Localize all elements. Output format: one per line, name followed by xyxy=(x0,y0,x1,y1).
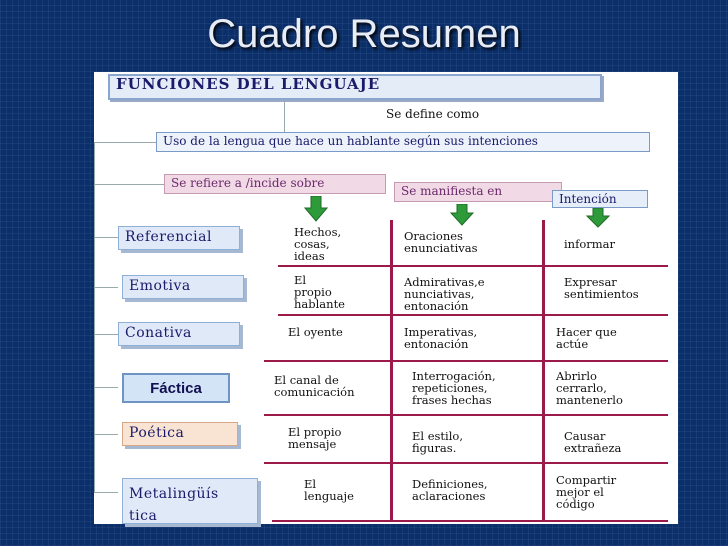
cell-emotiva-manifiesta: Admirativas,e nunciativas, entonación xyxy=(404,275,485,313)
col-refiere-label: Se refiere a /incide sobre xyxy=(164,174,386,194)
tree-branch-refiere xyxy=(94,184,164,185)
cell-emotiva-intencion: Expresar sentimientos xyxy=(564,275,639,301)
slide-title: Cuadro Resumen xyxy=(207,12,521,56)
cell-poetica-intencion: Causar extrañeza xyxy=(564,429,622,455)
cell-conativa-refiere: El oyente xyxy=(288,325,343,339)
cell-factica-refiere: El canal de comunicación xyxy=(274,373,355,399)
function-metalinguistica-line-1: Metalingüís xyxy=(129,486,219,502)
cell-conativa-manifiesta: Imperativas, entonación xyxy=(404,325,478,351)
tree-branch-6 xyxy=(94,492,118,493)
cell-metalinguistica-intencion: Compartir mejor el código xyxy=(556,473,617,511)
arrow-down-icon-1 xyxy=(304,196,328,222)
function-conativa: Conativa xyxy=(118,322,240,346)
divider-row-2 xyxy=(278,314,668,316)
function-referencial: Referencial xyxy=(118,226,240,250)
tree-branch-3 xyxy=(94,334,118,335)
tree-branch-2 xyxy=(94,287,118,288)
cell-metalinguistica-manifiesta: Definiciones, aclaraciones xyxy=(412,477,488,503)
cell-referencial-refiere: Hechos, cosas, ideas xyxy=(294,225,342,263)
cell-referencial-manifiesta: Oraciones enunciativas xyxy=(404,229,478,255)
tree-trunk xyxy=(94,142,95,492)
header-box: FUNCIONES DEL LENGUAJE xyxy=(108,74,602,100)
cell-factica-manifiesta: Interrogación, repeticiones, frases hechas xyxy=(412,369,496,407)
divider-row-5 xyxy=(264,462,668,464)
divider-row-1 xyxy=(278,265,668,267)
divider-row-3 xyxy=(264,360,668,362)
define-label: Se define como xyxy=(386,107,480,121)
divider-row-4 xyxy=(264,414,668,416)
arrow-down-icon-2 xyxy=(450,204,474,226)
divider-row-6 xyxy=(272,520,668,522)
definition-box: Uso de la lengua que hace un hablante según sus intenciones xyxy=(156,132,650,152)
tree-branch-definition xyxy=(94,142,156,143)
cell-referencial-intencion: informar xyxy=(564,237,616,251)
cell-poetica-manifiesta: El estilo, figuras. xyxy=(412,429,463,455)
function-metalinguistica xyxy=(122,478,258,524)
arrow-down-icon-3 xyxy=(586,208,610,228)
function-poetica: Poética xyxy=(122,422,238,446)
col-intencion-label: Intención xyxy=(552,190,648,208)
cell-conativa-intencion: Hacer que actúe xyxy=(556,325,617,351)
tree-branch-1 xyxy=(94,237,118,238)
cell-metalinguistica-refiere: El lenguaje xyxy=(304,477,354,503)
function-metalinguistica-line-2: tica xyxy=(129,508,158,524)
function-emotiva: Emotiva xyxy=(122,275,244,299)
tree-stem-top xyxy=(284,100,285,132)
cell-emotiva-refiere: El propio hablante xyxy=(294,273,345,311)
cell-factica-intencion: Abrirlo cerrarlo, mantenerlo xyxy=(556,369,623,407)
summary-panel xyxy=(94,72,678,524)
tree-branch-5 xyxy=(94,434,118,435)
tree-branch-4 xyxy=(94,387,118,388)
cell-poetica-refiere: El propio mensaje xyxy=(288,425,342,451)
function-factica: Fáctica xyxy=(122,373,230,403)
col-manifiesta-label: Se manifiesta en xyxy=(394,182,562,202)
